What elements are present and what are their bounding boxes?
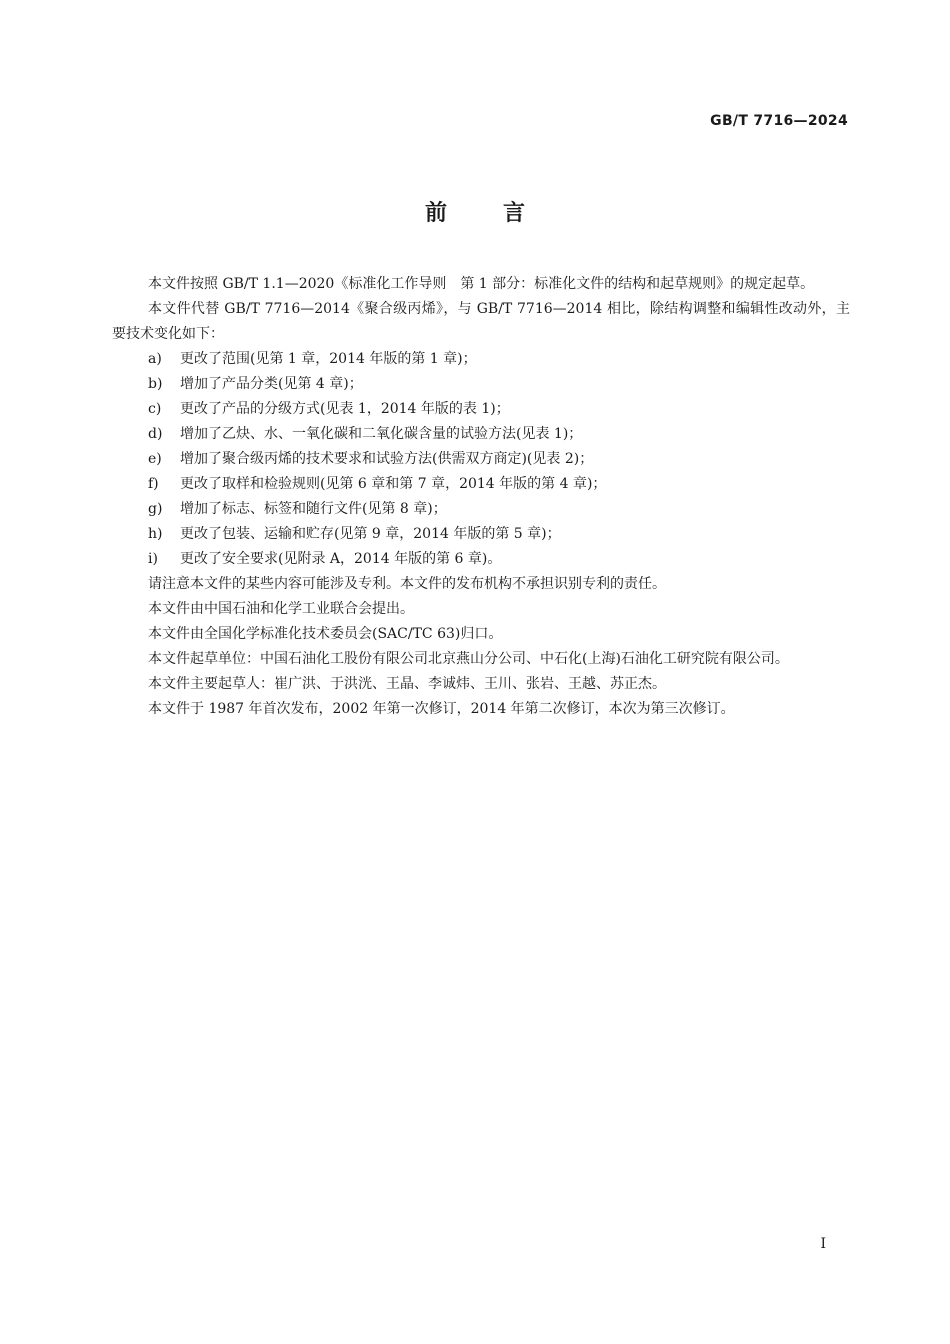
list-item-text: 增加了标志、标签和随行文件(见第 8 章)； [180, 501, 447, 517]
paragraph-patent-notice: 请注意本文件的某些内容可能涉及专利。本文件的发布机构不承担识别专利的责任。 [148, 576, 666, 592]
list-item [112, 447, 850, 472]
paragraph-publication-history: 本文件于 1987 年首次发布，2002 年第一次修订，2014 年第二次修订，本次为第三次修订。 [148, 701, 735, 717]
paragraph-technical-committee: 本文件由全国化学标准化技术委员会(SAC/TC 63)归口。 [148, 626, 503, 642]
list-item [112, 522, 850, 547]
list-item-text: 更改了产品的分级方式(见表 1，2014 年版的表 1)； [180, 401, 510, 417]
list-item [112, 397, 850, 422]
list-item-label: f) [148, 476, 159, 492]
paragraph-drafting-rules: 本文件按照 GB/T 1.1—2020《标准化工作导则 第 1 部分：标准化文件的结构和起草规则》的规定起草。 [148, 276, 815, 292]
list-item-label: i) [148, 551, 158, 567]
list-item-text: 增加了产品分类(见第 4 章)； [180, 376, 363, 392]
list-item-text: 更改了安全要求(见附录 A，2014 年版的第 6 章)。 [180, 551, 502, 567]
standard-number: GB/T 7716—2024 [710, 113, 848, 129]
list-item-label: h) [148, 526, 163, 542]
list-item [112, 547, 850, 572]
list-item-label: b) [148, 376, 163, 392]
list-item [112, 372, 850, 397]
paragraph-drafting-units: 本文件起草单位：中国石油化工股份有限公司北京燕山分公司、中石化(上海)石油化工研究院有限公司。 [148, 651, 789, 667]
changes-list [112, 347, 850, 572]
page-title: 前言 [424, 201, 581, 226]
list-item-label: g) [148, 501, 163, 517]
paragraph-drafters: 本文件主要起草人：崔广洪、于洪洸、王晶、李诚炜、王川、张岩、王越、苏正杰。 [148, 676, 666, 692]
list-item [112, 472, 850, 497]
list-item-text: 增加了乙炔、水、一氧化碳和二氧化碳含量的试验方法(见表 1)； [180, 426, 583, 442]
page-number: I [820, 1236, 826, 1252]
list-item [112, 347, 850, 372]
list-item-label: a) [148, 351, 162, 367]
paragraph-proposed-by: 本文件由中国石油和化学工业联合会提出。 [148, 601, 414, 617]
paragraph-replacement: 本文件代替 GB/T 7716—2014《聚合级丙烯》，与 GB/T 7716—2014 相比，除结构调整和编辑性改动外，主要技术变化如下： [112, 301, 850, 342]
list-item [112, 422, 850, 447]
list-item-text: 增加了聚合级丙烯的技术要求和试验方法(供需双方商定)(见表 2)； [180, 451, 594, 467]
list-item-label: d) [148, 426, 163, 442]
list-item-text: 更改了取样和检验规则(见第 6 章和第 7 章，2014 年版的第 4 章)； [180, 476, 607, 492]
list-item-label: c) [148, 401, 162, 417]
list-item [112, 497, 850, 522]
list-item-label: e) [148, 451, 162, 467]
document-body [112, 272, 850, 722]
list-item-text: 更改了包装、运输和贮存(见第 9 章，2014 年版的第 5 章)； [180, 526, 561, 542]
list-item-text: 更改了范围(见第 1 章，2014 年版的第 1 章)； [180, 351, 477, 367]
